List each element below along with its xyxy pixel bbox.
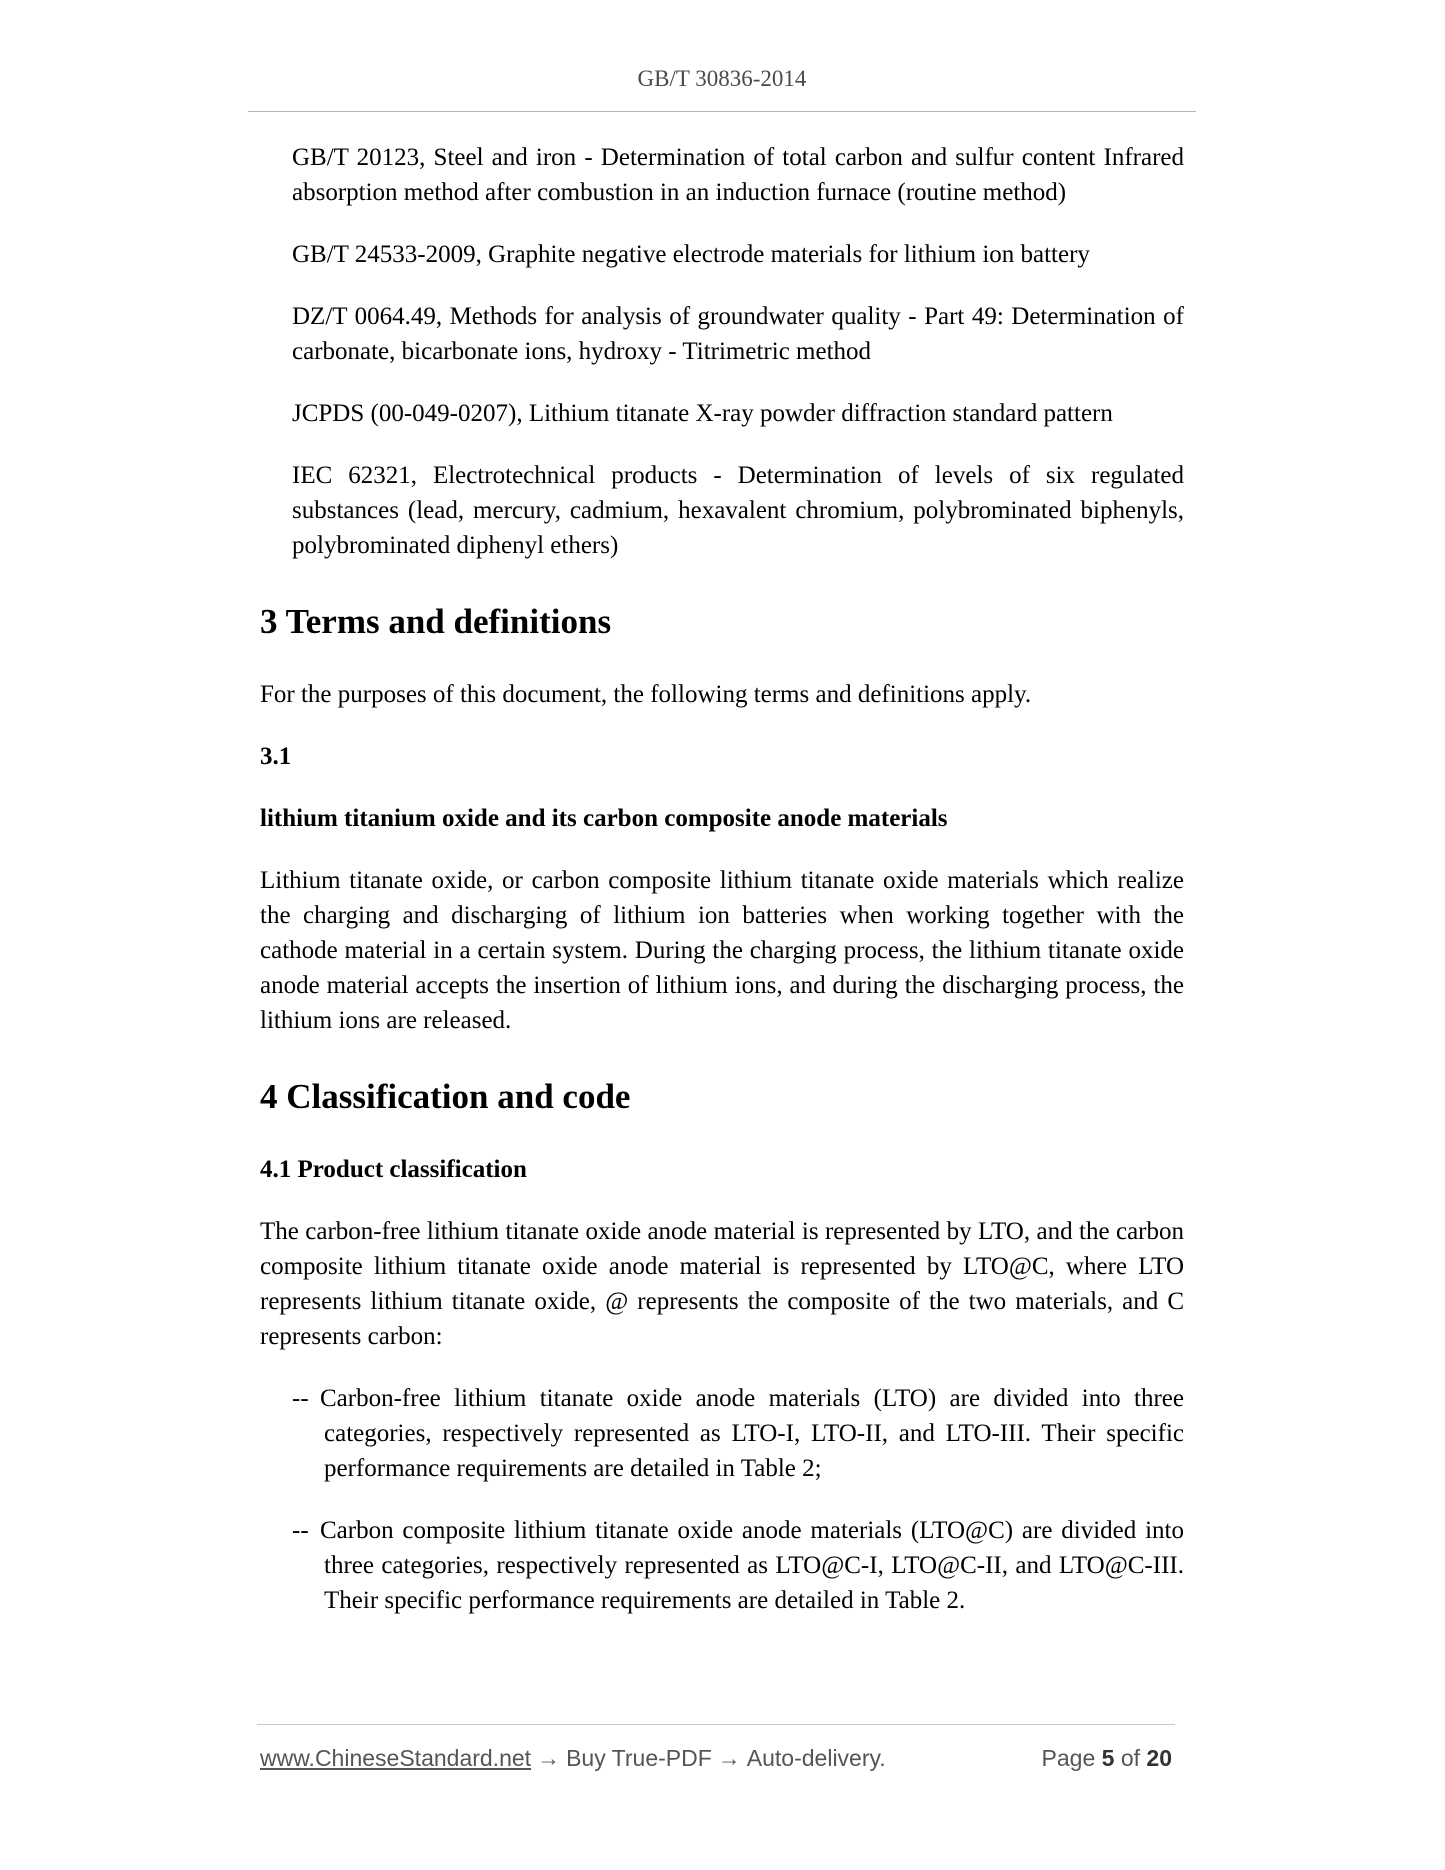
page-current: 5	[1101, 1745, 1115, 1771]
classification-bullet	[292, 1513, 1184, 1618]
page-footer	[260, 1745, 1172, 1772]
header-divider	[248, 111, 1196, 112]
bullet-text: Carbon composite lithium titanate oxide anode materials (LTO@C) are divided into three categories, respectively represented as LTO@C-I, LTO@C-II, and LTO@C-III. Their specific performance requirements are detailed in Table 2.	[320, 1517, 1184, 1614]
buy-pdf-text: Buy True-PDF	[566, 1745, 712, 1771]
reference-item: DZ/T 0064.49, Methods for analysis of groundwater quality - Part 49: Determination of carbonate, bicarbonate ions, hydroxy - Titrimetric method	[292, 303, 1184, 365]
reference-item: IEC 62321, Electrotechnical products - Determination of levels of six regulated substances (lead, mercury, cadmium, hexavalent chromium, polybrominated biphenyls, polybrominated diphenyl ethers)	[292, 462, 1184, 559]
classification-paragraph: The carbon-free lithium titanate oxide anode material is represented by LTO, and the carbon composite lithium titanate oxide anode material is represented by LTO@C, where LTO represents lithium titanate oxide, @ represents the composite of the two materials, and C represents carbon:	[260, 1218, 1184, 1350]
term-definition: Lithium titanate oxide, or carbon composite lithium titanate oxide materials which realize the charging and discharging of lithium ion batteries when working together with the cathode material in a certain system. During the charging process, the lithium titanate oxide anode material accepts the insertion of lithium ions, and during the discharging process, the lithium ions are released.	[260, 867, 1184, 1034]
page-body	[260, 140, 1184, 1645]
auto-delivery-text: Auto-delivery.	[746, 1745, 886, 1771]
website-link[interactable]: www.ChineseStandard.net	[260, 1745, 532, 1771]
term-number: 3.1	[260, 743, 292, 770]
bullet-text: Carbon-free lithium titanate oxide anode materials (LTO) are divided into three categories, respectively represented as LTO-I, LTO-II, and LTO-III. Their specific performance requirements are detailed in Table 2;	[320, 1385, 1184, 1482]
section-3-heading: 3 Terms and definitions	[260, 602, 612, 641]
bullet-marker: --	[292, 1385, 309, 1412]
reference-item: GB/T 20123, Steel and iron - Determination of total carbon and sulfur content Infrared absorption method after combustion in an induction furnace (routine method)	[292, 144, 1184, 206]
footer-divider	[257, 1724, 1175, 1725]
page-total: 20	[1146, 1745, 1172, 1771]
section-3-intro: For the purposes of this document, the following terms and definitions apply.	[260, 681, 1032, 708]
section-4-heading: 4 Classification and code	[260, 1077, 631, 1116]
bullet-marker: --	[292, 1517, 309, 1544]
classification-bullet	[292, 1381, 1184, 1486]
page-indicator	[1042, 1745, 1172, 1772]
page-header: GB/T 30836-2014	[637, 66, 807, 91]
page-label: Page	[1041, 1745, 1096, 1771]
arrow-right-icon: →	[537, 1745, 561, 1771]
page-of-label: of	[1120, 1745, 1141, 1771]
arrow-right-icon: →	[717, 1745, 741, 1771]
term-title: lithium titanium oxide and its carbon composite anode materials	[260, 805, 948, 832]
reference-item: GB/T 24533-2009, Graphite negative electrode materials for lithium ion battery	[292, 241, 1090, 268]
section-4-1-heading: 4.1 Product classification	[260, 1156, 527, 1183]
reference-item: JCPDS (00-049-0207), Lithium titanate X-ray powder diffraction standard pattern	[292, 400, 1113, 427]
